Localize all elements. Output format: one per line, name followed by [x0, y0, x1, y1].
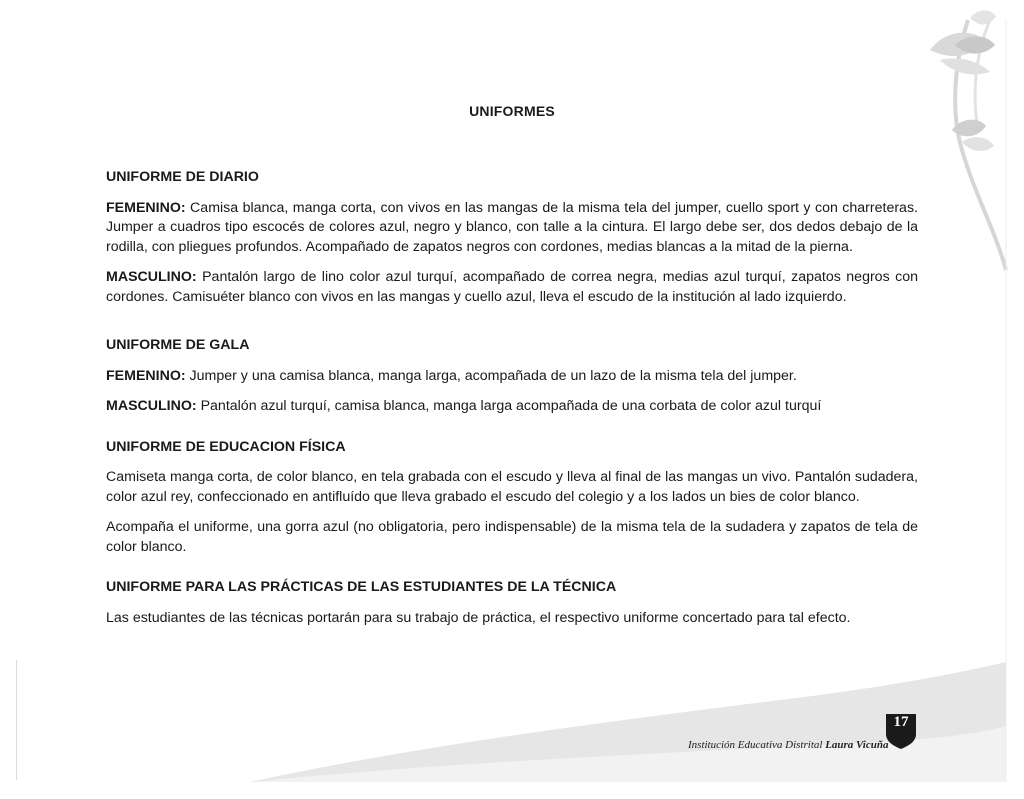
paragraph-diario-masculino	[106, 268, 918, 307]
footer-institution	[688, 739, 888, 751]
label-femenino: FEMENINO:	[106, 367, 186, 384]
text-gala-femenino: Jumper y una camisa blanca, manga larga, acompañada de un lazo de la misma tela del jumper.	[185, 367, 797, 384]
paragraph-fisica-2: Acompaña el uniforme, una gorra azul (no obligatoria, pero indispensable) de la misma tela de la sudadera y zapatos de tela de color blanco.	[106, 519, 918, 555]
paragraph-tecnica-1: Las estudiantes de las técnicas portarán para su trabajo de práctica, el respectivo uniforme concertado para tal efecto.	[106, 609, 851, 626]
section-heading-fisica: UNIFORME DE EDUCACION FÍSICA	[106, 438, 346, 455]
label-femenino: FEMENINO:	[106, 199, 186, 216]
label-masculino: MASCULINO:	[106, 269, 197, 285]
paragraph-gala-masculino	[106, 397, 918, 417]
page-title: UNIFORMES	[469, 103, 555, 119]
left-margin-rule	[16, 660, 17, 780]
section-heading-gala: UNIFORME DE GALA	[106, 337, 250, 353]
paragraph-gala-femenino	[106, 367, 918, 387]
document-body	[106, 168, 918, 628]
section-heading-diario: UNIFORME DE DIARIO	[106, 169, 259, 185]
section-heading-tecnica: UNIFORME PARA LAS PRÁCTICAS DE LAS ESTUDIANTES DE LA TÉCNICA	[106, 579, 617, 595]
label-masculino: MASCULINO:	[106, 398, 197, 414]
page-number: 17	[893, 714, 909, 730]
flower-icon	[930, 10, 996, 74]
footer-institution-name: Laura Vicuña	[825, 739, 889, 751]
text-diario-masculino: Pantalón largo de lino color azul turquí, acompañado de correa negra, medias azul turquí, zapatos negros con cordones. Camisuéter blanco con vivos en las mangas y cuello azul, lleva el escudo de la institución al lado izquierdo.	[106, 269, 918, 305]
text-gala-masculino: Pantalón azul turquí, camisa blanca, manga larga acompañada de una corbata de color azul turquí	[196, 398, 822, 414]
paragraph-fisica-1: Camiseta manga corta, de color blanco, en tela grabada con el escudo y lleva al final de las mangas un vivo. Pantalón sudadera, color azul rey, confeccionado en antifluído que lleva grabado el escudo del colegio y a los lados un bies de color blanco.	[106, 469, 918, 505]
paragraph-diario-femenino	[106, 199, 918, 258]
text-diario-femenino: Camisa blanca, manga corta, con vivos en las mangas de la misma tela del jumper, cuello sport y con charreteras. Jumper a cuadros tipo escocés de colores azul, negro y blanco, con talle a la cintura. El largo debe ser, dos dedos debajo de la rodilla, con pliegues profundos. Acompañado de zapatos negros con cordones, medias blancas a la mitad de la pierna.	[106, 199, 918, 255]
footer-institution-prefix: Institución Educativa Distrital	[688, 739, 826, 751]
